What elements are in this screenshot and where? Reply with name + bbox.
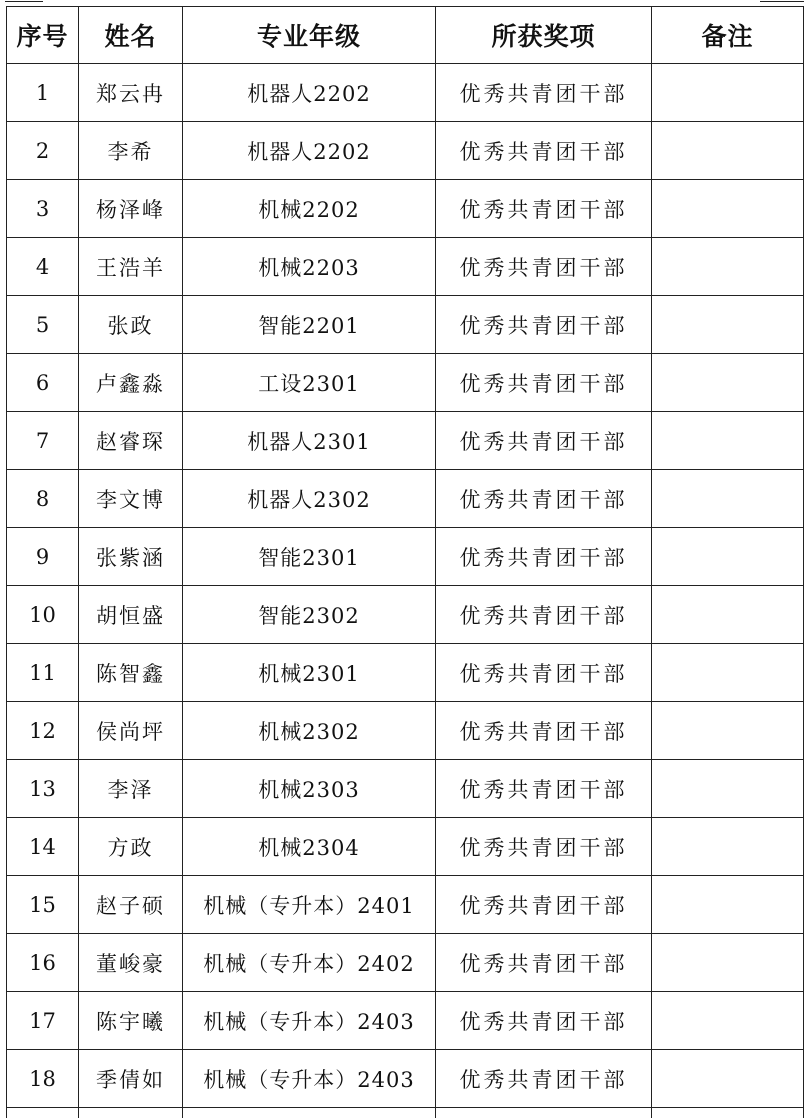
cell-serial-number: 7 — [7, 412, 79, 470]
cell-major-grade: 机械2303 — [183, 760, 436, 818]
table-row — [7, 122, 804, 180]
table-row — [7, 760, 804, 818]
cell-major-grade: 机器人2202 — [183, 122, 436, 180]
table-body — [7, 64, 804, 1118]
cell-award: 优秀共青团干部 — [436, 64, 652, 122]
cell-award: 优秀共青团干部 — [436, 296, 652, 354]
table-row — [7, 644, 804, 702]
cell-award: 优秀共青团干部 — [436, 876, 652, 934]
cell-name: 卢鑫淼 — [79, 354, 183, 412]
cell-serial-number: 13 — [7, 760, 79, 818]
cell-name: 季倩如 — [79, 1050, 183, 1108]
header-remarks: 备注 — [652, 7, 804, 64]
cell-award: 优秀共青团干部 — [436, 992, 652, 1050]
cell-remarks — [652, 876, 804, 934]
cell-partial — [79, 1108, 183, 1118]
cell-name: 王浩羊 — [79, 238, 183, 296]
header-name: 姓名 — [79, 7, 183, 64]
cell-major-grade: 机器人2301 — [183, 412, 436, 470]
cell-award: 优秀共青团干部 — [436, 586, 652, 644]
cell-major-grade: 机械（专升本）2402 — [183, 934, 436, 992]
table-row — [7, 992, 804, 1050]
cell-award: 优秀共青团干部 — [436, 470, 652, 528]
cell-serial-number: 10 — [7, 586, 79, 644]
cell-remarks — [652, 122, 804, 180]
table-row — [7, 876, 804, 934]
cell-remarks — [652, 1050, 804, 1108]
cell-remarks — [652, 818, 804, 876]
cell-award: 优秀共青团干部 — [436, 702, 652, 760]
cell-name: 赵睿琛 — [79, 412, 183, 470]
table-row — [7, 586, 804, 644]
cell-name: 陈智鑫 — [79, 644, 183, 702]
cell-remarks — [652, 238, 804, 296]
cell-name: 胡恒盛 — [79, 586, 183, 644]
cell-award: 优秀共青团干部 — [436, 760, 652, 818]
cell-serial-number: 8 — [7, 470, 79, 528]
cell-name: 侯尚坪 — [79, 702, 183, 760]
cell-award: 优秀共青团干部 — [436, 1050, 652, 1108]
cell-name: 郑云冉 — [79, 64, 183, 122]
header-major-grade: 专业年级 — [183, 7, 436, 64]
table-row — [7, 412, 804, 470]
header-award: 所获奖项 — [436, 7, 652, 64]
cell-serial-number: 3 — [7, 180, 79, 238]
cell-remarks — [652, 180, 804, 238]
cell-remarks — [652, 934, 804, 992]
table-row — [7, 354, 804, 412]
cell-partial — [652, 1108, 804, 1118]
cell-name: 李文博 — [79, 470, 183, 528]
cell-award: 优秀共青团干部 — [436, 644, 652, 702]
cell-major-grade: 机械2202 — [183, 180, 436, 238]
cell-major-grade: 机械（专升本）2403 — [183, 1050, 436, 1108]
table-header-row — [7, 7, 804, 64]
cell-name: 方政 — [79, 818, 183, 876]
award-list-table — [6, 6, 804, 1118]
cell-remarks — [652, 760, 804, 818]
cell-name: 赵子硕 — [79, 876, 183, 934]
table-row — [7, 296, 804, 354]
cell-name: 李希 — [79, 122, 183, 180]
cell-remarks — [652, 354, 804, 412]
cell-major-grade: 智能2201 — [183, 296, 436, 354]
cell-award: 优秀共青团干部 — [436, 180, 652, 238]
cell-serial-number: 17 — [7, 992, 79, 1050]
cell-remarks — [652, 528, 804, 586]
table-row — [7, 528, 804, 586]
top-left-mark — [5, 1, 43, 2]
cell-serial-number: 6 — [7, 354, 79, 412]
top-right-mark — [760, 1, 804, 2]
cell-remarks — [652, 412, 804, 470]
cell-serial-number: 5 — [7, 296, 79, 354]
cell-serial-number: 15 — [7, 876, 79, 934]
cell-award: 优秀共青团干部 — [436, 122, 652, 180]
cell-major-grade: 机器人2202 — [183, 64, 436, 122]
table-row — [7, 238, 804, 296]
cell-name: 董峻豪 — [79, 934, 183, 992]
cell-serial-number: 12 — [7, 702, 79, 760]
cell-serial-number: 11 — [7, 644, 79, 702]
cell-remarks — [652, 64, 804, 122]
cell-major-grade: 机械2301 — [183, 644, 436, 702]
cell-award: 优秀共青团干部 — [436, 934, 652, 992]
cell-award: 优秀共青团干部 — [436, 818, 652, 876]
cell-partial — [436, 1108, 652, 1118]
cell-major-grade: 智能2302 — [183, 586, 436, 644]
cell-major-grade: 机械2302 — [183, 702, 436, 760]
cell-name: 李泽 — [79, 760, 183, 818]
cell-award: 优秀共青团干部 — [436, 354, 652, 412]
cell-partial — [7, 1108, 79, 1118]
cell-remarks — [652, 644, 804, 702]
cell-serial-number: 16 — [7, 934, 79, 992]
table-row — [7, 702, 804, 760]
cell-major-grade: 智能2301 — [183, 528, 436, 586]
cell-serial-number: 1 — [7, 64, 79, 122]
table-row — [7, 818, 804, 876]
cell-serial-number: 9 — [7, 528, 79, 586]
cell-serial-number: 4 — [7, 238, 79, 296]
cell-name: 张紫涵 — [79, 528, 183, 586]
cell-award: 优秀共青团干部 — [436, 528, 652, 586]
cell-name: 张政 — [79, 296, 183, 354]
cell-name: 杨泽峰 — [79, 180, 183, 238]
table-row — [7, 180, 804, 238]
cell-major-grade: 工设2301 — [183, 354, 436, 412]
table-row — [7, 470, 804, 528]
cell-major-grade: 机械（专升本）2403 — [183, 992, 436, 1050]
cell-award: 优秀共青团干部 — [436, 412, 652, 470]
cell-remarks — [652, 296, 804, 354]
cell-remarks — [652, 992, 804, 1050]
cell-major-grade: 机械2304 — [183, 818, 436, 876]
cell-serial-number: 2 — [7, 122, 79, 180]
cell-remarks — [652, 702, 804, 760]
cell-partial — [183, 1108, 436, 1118]
cell-serial-number: 18 — [7, 1050, 79, 1108]
cell-remarks — [652, 470, 804, 528]
header-serial-number: 序号 — [7, 7, 79, 64]
table-row — [7, 934, 804, 992]
cell-major-grade: 机械（专升本）2401 — [183, 876, 436, 934]
table-row — [7, 64, 804, 122]
cell-major-grade: 机械2203 — [183, 238, 436, 296]
cell-remarks — [652, 586, 804, 644]
table-row-partial — [7, 1108, 804, 1118]
cell-serial-number: 14 — [7, 818, 79, 876]
cell-name: 陈宇曦 — [79, 992, 183, 1050]
cell-major-grade: 机器人2302 — [183, 470, 436, 528]
table-row — [7, 1050, 804, 1108]
cell-award: 优秀共青团干部 — [436, 238, 652, 296]
